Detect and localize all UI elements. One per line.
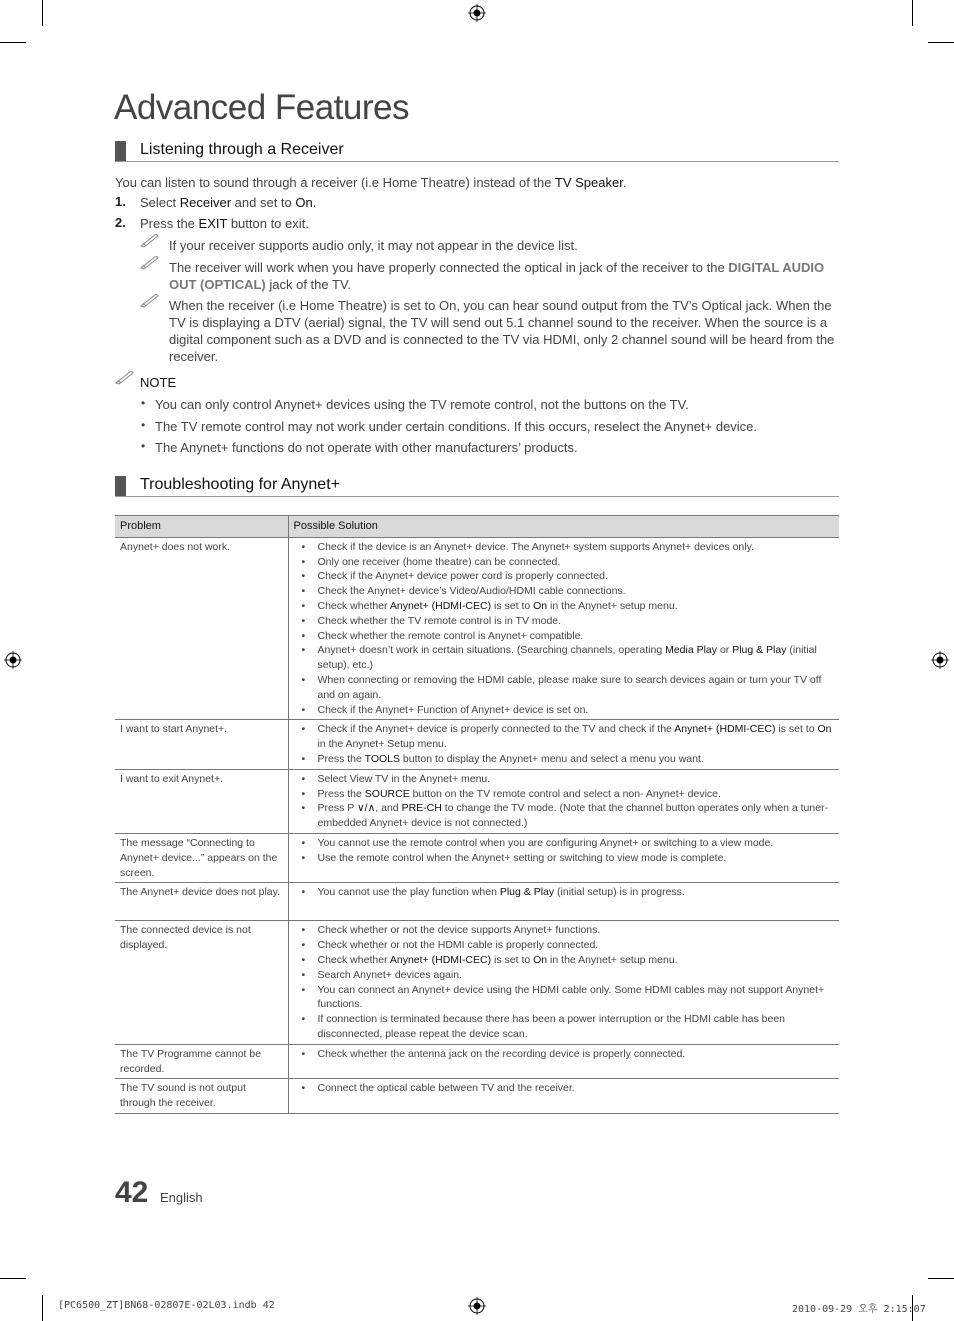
- solution-item: • Check whether or not the HDMI cable is properly connected.: [294, 938, 835, 953]
- solution-item: • Search Anynet+ devices again.: [294, 968, 835, 983]
- registration-mark-icon: [468, 4, 486, 22]
- page-title: Advanced Features: [114, 88, 410, 127]
- solution-item: • Check whether the antenna jack on the recording device is properly connected.: [294, 1047, 835, 1062]
- solution-list: [294, 1047, 835, 1062]
- memo-note-3: When the receiver (i.e Home Theatre) is set to On, you can hear sound output from the TV’s Optical jack. When the TV is displaying a DTV (aerial) signal, the TV will send out 5.1 channel sound to the receiver. When the source is a digital component such as a DVD and is connected to the TV via HDMI, only 2 channel sound will be heard from the receiver.: [169, 298, 835, 364]
- crop-mark: [912, 0, 913, 26]
- solution-item: • Connect the optical cable between TV and the receiver.: [294, 1081, 835, 1096]
- solution-item: • If connection is terminated because there has been a power interruption or the HDMI cable has been disconnected, please repeat the device scan.: [294, 1012, 835, 1042]
- solution-bold: Media Play: [665, 644, 718, 657]
- table-header-row: [115, 516, 839, 538]
- problem-cell: I want to start Anynet+.: [115, 720, 288, 769]
- step-text: Press the: [140, 216, 199, 231]
- solution-item: [294, 787, 835, 802]
- solution-text: Check whether: [317, 599, 390, 612]
- solution-text: in the Anynet+ setup menu.: [547, 953, 678, 966]
- solution-cell: [288, 720, 839, 769]
- note-bold: DIGITAL AUDIO OUT (OPTICAL): [169, 260, 825, 292]
- solution-text: button on the TV remote control and select a non- Anynet+ device.: [409, 787, 721, 800]
- solution-list: [294, 772, 835, 831]
- table-row: [115, 833, 839, 882]
- solution-bold: PRE-CH: [401, 802, 442, 815]
- solution-cell: [288, 769, 839, 833]
- note-text: The receiver will work when you have properly connected the optical in jack of the receiver to the: [169, 260, 729, 275]
- solution-item: • When connecting or removing the HDMI cable, please make sure to search devices again or turn your TV off and on again.: [294, 673, 835, 703]
- step-bold: Receiver: [179, 195, 232, 210]
- step-bold: EXIT: [198, 216, 228, 231]
- problem-cell: The connected device is not displayed.: [115, 921, 288, 1044]
- solution-text: Press the: [317, 752, 365, 765]
- step-number: 1.: [115, 194, 126, 209]
- solution-cell: [288, 883, 839, 921]
- intro-paragraph: [115, 174, 839, 191]
- solution-item: • You cannot use the remote control when you are configuring Anynet+ or switching to a view mode.: [294, 836, 835, 851]
- step-text: and set to: [231, 195, 296, 210]
- solution-text: , and: [375, 802, 402, 815]
- table-row: [115, 1079, 839, 1114]
- note-label: NOTE: [140, 375, 177, 390]
- solution-text: (initial setup), etc.): [317, 644, 817, 672]
- heading-bar: [115, 476, 126, 496]
- bullet: •: [141, 439, 146, 453]
- solution-bold: Anynet+ (HDMI-CEC): [389, 953, 492, 966]
- solution-list: [294, 722, 835, 766]
- solution-item: [294, 801, 835, 831]
- solution-bold: Plug & Play: [499, 886, 555, 899]
- solution-item: • Check whether or not the device supports Anynet+ functions.: [294, 923, 835, 938]
- print-slug-file: [PC6500_ZT]BN68-02807E-02L03.indb 42: [58, 1300, 275, 1311]
- note-bullet-1: You can only control Anynet+ devices using the TV remote control, not the buttons on the TV.: [155, 397, 689, 412]
- solution-item: • Check whether the remote control is Anynet+ compatible.: [294, 629, 835, 644]
- crop-mark: [928, 42, 954, 43]
- solution-cell: [288, 1044, 839, 1079]
- solution-item: [294, 722, 835, 752]
- pencil-note-icon: [140, 234, 160, 248]
- crop-mark: [928, 1278, 954, 1279]
- step-bold: On: [295, 195, 313, 210]
- solution-text: Check whether: [317, 953, 390, 966]
- print-slug-date: 2010-09-29 오후 2:15:07: [792, 1304, 926, 1315]
- problem-cell: Anynet+ does not work.: [115, 537, 288, 720]
- solution-item: • Check if the Anynet+ device power cord is properly connected.: [294, 569, 835, 584]
- step-number: 2.: [115, 215, 126, 230]
- solution-list: [294, 923, 835, 1041]
- solution-item: • Check if the Anynet+ Function of Anynet+ device is set on.: [294, 703, 835, 718]
- crop-mark: [42, 1295, 43, 1321]
- registration-mark-icon: [931, 651, 949, 669]
- section-heading-text: Listening through a Receiver: [140, 141, 344, 158]
- solution-item: [294, 953, 835, 968]
- solution-cell: [288, 833, 839, 882]
- problem-cell: The TV Programme cannot be recorded.: [115, 1044, 288, 1079]
- problem-cell: The message “Connecting to Anynet+ device...” appears on the screen.: [115, 833, 288, 882]
- solution-list: [294, 836, 835, 866]
- crop-mark: [0, 42, 26, 43]
- solution-text: Check if the Anynet+ device is properly connected to the TV and check if the: [317, 723, 675, 736]
- solution-text: Press the: [317, 787, 365, 800]
- table-row: [115, 921, 839, 1044]
- step-text: Select: [140, 195, 180, 210]
- step-text: button to exit.: [227, 216, 309, 231]
- crop-mark: [42, 0, 43, 26]
- bullet: •: [141, 418, 146, 432]
- solution-text: to change the TV mode. (Note that the channel button operates only when a tuner-embedded Anynet+ device is not connected.): [317, 802, 829, 830]
- column-header-problem: Problem: [115, 516, 288, 538]
- solution-bold: On: [817, 723, 832, 736]
- solution-item: • Check the Anynet+ device’s Video/Audio/HDMI cable connections.: [294, 584, 835, 599]
- solution-bold: Anynet+ (HDMI-CEC): [674, 723, 776, 736]
- intro-bold: TV Speaker: [554, 175, 623, 190]
- column-header-solution: Possible Solution: [288, 516, 839, 538]
- solution-list: [294, 885, 835, 900]
- solution-text: is set to: [491, 599, 534, 612]
- step-1: [140, 194, 839, 211]
- memo-note-1: If your receiver supports audio only, it may not appear in the device list.: [169, 238, 578, 253]
- note-bullet-3: The Anynet+ functions do not operate with other manufacturers’ products.: [155, 440, 578, 455]
- pencil-note-icon: [140, 294, 160, 308]
- table-row: [115, 720, 839, 769]
- solution-item: • Check whether the TV remote control is in TV mode.: [294, 614, 835, 629]
- pencil-note-icon: [140, 256, 160, 270]
- solution-bold: TOOLS: [364, 752, 400, 765]
- memo-note-2: [169, 259, 839, 293]
- solution-text: is set to: [491, 953, 534, 966]
- section-heading-text: Troubleshooting for Anynet+: [140, 476, 340, 493]
- registration-mark-icon: [4, 651, 22, 669]
- solution-item: • Use the remote control when the Anynet+ setting or switching to view mode is complete.: [294, 851, 835, 866]
- intro-end: .: [622, 175, 627, 190]
- solution-item: • Only one receiver (home theatre) can be connected.: [294, 555, 835, 570]
- page-number: 42: [115, 1176, 149, 1209]
- registration-mark-icon: [468, 1297, 486, 1315]
- solution-list: [294, 540, 835, 718]
- solution-item: • You can connect an Anynet+ device using the HDMI cable only. Some HDMI cables may not support Anynet+ functions.: [294, 983, 835, 1013]
- table-row: [115, 1044, 839, 1079]
- solution-text: You cannot use the play function when: [317, 886, 500, 899]
- solution-item: [294, 752, 835, 767]
- table-row: [115, 883, 839, 921]
- solution-item: • Check if the device is an Anynet+ device. The Anynet+ system supports Anynet+ devices only.: [294, 540, 835, 555]
- heading-bar: [115, 141, 126, 161]
- table-body: [115, 537, 839, 1113]
- step-2: [140, 215, 839, 232]
- table-row: [115, 537, 839, 720]
- problem-cell: The TV sound is not output through the receiver.: [115, 1079, 288, 1114]
- solution-item: • Select View TV in the Anynet+ menu.: [294, 772, 835, 787]
- solution-text: (initial setup) is in progress.: [554, 886, 685, 899]
- solution-text: in the Anynet+ Setup menu.: [317, 738, 447, 751]
- crop-mark: [0, 1278, 26, 1279]
- pencil-note-icon: [115, 371, 135, 385]
- solution-text: Press P: [317, 802, 357, 815]
- intro-text: You can listen to sound through a receiver (i.e Home Theatre) instead of the: [115, 175, 555, 190]
- section-heading-troubleshooting: [115, 475, 839, 497]
- solution-bold: On: [533, 953, 548, 966]
- solution-text: button to display the Anynet+ menu and select a menu you want.: [400, 752, 704, 765]
- solution-item: [294, 643, 835, 673]
- table-row: [115, 769, 839, 833]
- solution-bold: Anynet+ (HDMI-CEC): [389, 599, 492, 612]
- solution-list: [294, 1081, 835, 1096]
- problem-cell: The Anynet+ device does not play.: [115, 883, 288, 921]
- solution-text: Anynet+ doesn’t work in certain situations. (Searching channels, operating: [317, 644, 666, 657]
- note-text: jack of the TV.: [265, 277, 352, 292]
- bullet: •: [141, 396, 146, 410]
- solution-bold: ∨/∧: [357, 802, 376, 815]
- solution-bold: Plug & Play: [732, 644, 787, 657]
- solution-bold: SOURCE: [364, 787, 410, 800]
- page-language: English: [160, 1190, 203, 1205]
- problem-cell: I want to exit Anynet+.: [115, 769, 288, 833]
- solution-item: [294, 885, 835, 900]
- solution-text: or: [717, 644, 733, 657]
- solution-text: is set to: [775, 723, 818, 736]
- solution-cell: [288, 537, 839, 720]
- solution-text: in the Anynet+ setup menu.: [547, 599, 678, 612]
- note-bullet-2: The TV remote control may not work under certain conditions. If this occurs, reselect the Anynet+ device.: [155, 419, 758, 434]
- section-heading-receiver: [115, 140, 839, 162]
- solution-bold: On: [533, 599, 548, 612]
- solution-item: [294, 599, 835, 614]
- solution-cell: [288, 921, 839, 1044]
- solution-cell: [288, 1079, 839, 1114]
- step-text: .: [312, 195, 317, 210]
- troubleshooting-table: [115, 515, 839, 1114]
